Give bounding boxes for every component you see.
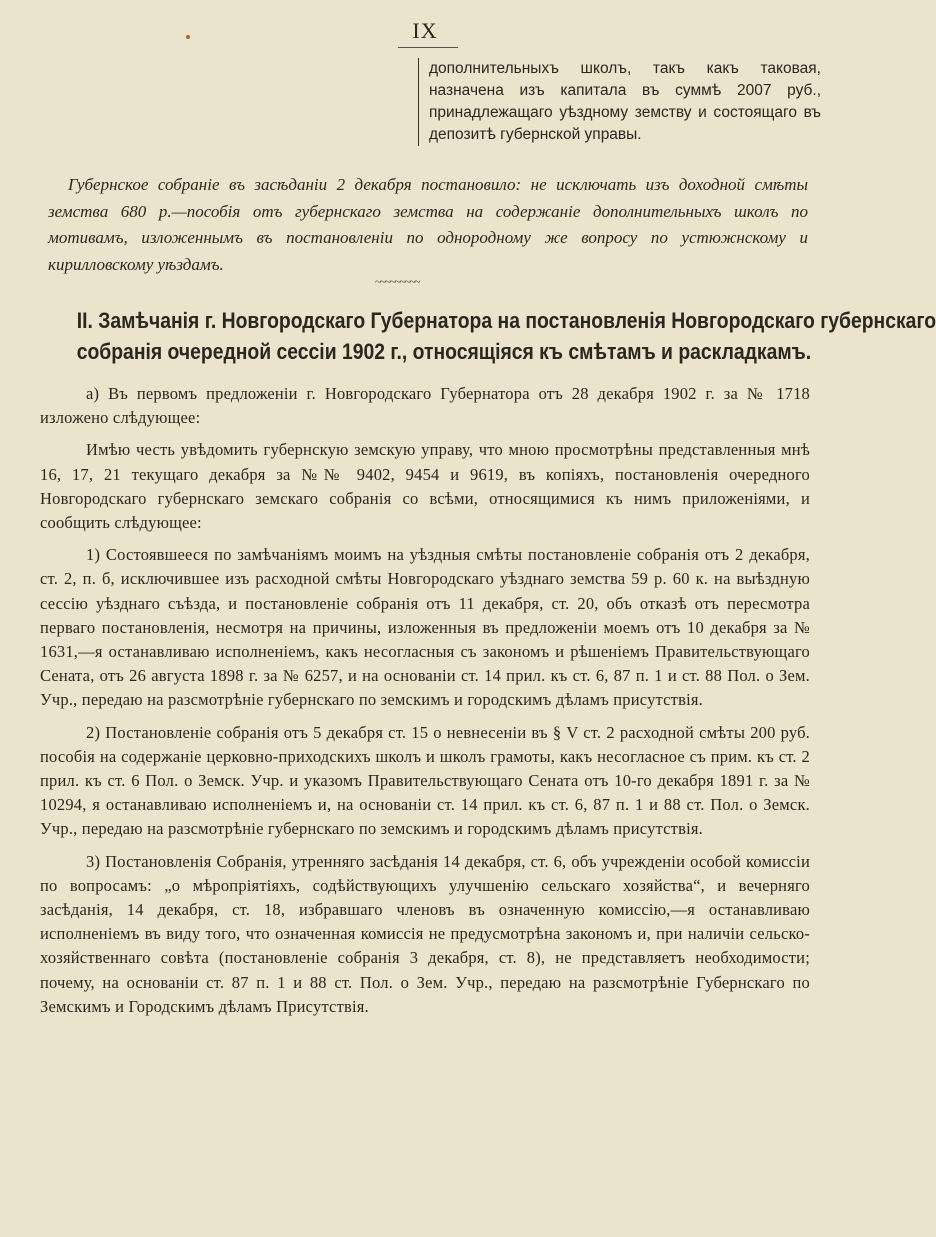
section-heading bbox=[76, 305, 936, 367]
paragraph-notice: Имѣю честь увѣдомить губернскую земскую управу, что мною просмотрѣны представленныя мнѣ 16, 17, 21 текущаго декабря за №№ 9402, 9454 и 9619, въ копіяхъ, постановленія очередного Новгородскаго губернскаго земскаго собранія со всѣми, относящимися къ нимъ приложеніями, и сообщить слѣдующее: bbox=[40, 440, 810, 533]
page-number: IX bbox=[412, 18, 438, 43]
resolution-note: Губернское собраніе въ засѣданіи 2 декабря постановило: не исключать изъ доходной смѣты земства 680 р.—пособія отъ губернскаго земства на содержаніе дополнительныхъ школъ по мотивамъ, изложеннымъ въ постановленіи по однородному же вопросу по устюжнскому и кирилловскому уѣздамъ. bbox=[48, 175, 808, 274]
section-heading-line-1: II. Замѣчанія г. Новгородскаго Губернатора на постановленія Новгородскаго губернскаго bbox=[76, 308, 936, 333]
body-text bbox=[40, 382, 810, 1027]
paragraph-item-2: 2) Постановленіе собранія отъ 5 декабря ст. 15 о невнесеніи въ § V ст. 2 расходной смѣты 200 руб. пособія на содержаніе церковно-приходскихъ школъ и школъ грамоты, какъ несогласное съ прим. къ ст. 2 прил. къ ст. 6 Пол. о Земск. Учр. и указомъ Правительствующаго Сената отъ 10-го декабря 1891 г. за № 10294, я останавливаю исполненіемъ и, на основаніи ст. 14 прил. къ ст. 6, 87 п. 1 и 88 ст. Пол. о Земск. Учр., передаю на разсмотрѣніе губернскаго по земскимъ и городскимъ дѣламъ присутствія. bbox=[40, 722, 810, 839]
section-heading-line-2: собранія очередной сессіи 1902 г., относящіяся къ смѣтамъ и раскладкамъ. bbox=[76, 339, 812, 364]
continuation-column: дополнительныхъ школъ, такъ какъ таковая, назначена изъ капитала въ суммѣ 2007 руб., принадлежащаго уѣздному земству и состоящаго въ депозитѣ губернской управы. bbox=[418, 58, 821, 146]
ink-dot bbox=[186, 35, 190, 39]
paragraph-intro: а) Въ первомъ предложеніи г. Новгородскаго Губернатора отъ 28 декабря 1902 г. за № 1718 изложено слѣдующее: bbox=[40, 384, 810, 428]
header-rule bbox=[398, 47, 458, 48]
section-divider: ~~~~~~~~~ bbox=[375, 276, 420, 288]
paragraph-item-3: 3) Постановленія Собранія, утренняго засѣданія 14 декабря, ст. 6, объ учрежденіи особой комиссіи по вопросамъ: „о мѣропріятіяхъ, содѣйствующихъ улучшенію сельскаго хозяйства“, и вечерняго засѣданія, 14 декабря, ст. 18, избравшаго членовъ въ означенную комиссію,—я останавливаю исполненіемъ въ виду того, что означенная комиссія не предусмотрѣна закономъ и, при наличіи сельско-хозяйственнаго совѣта (постановленіе собранія 3 декабря, ст. 8), не представляетъ необходимости; почему, на основаніи ст. 87 п. 1 и 88 ст. Пол. о Зем. Учр., передаю на разсмотрѣніе Губернскаго по Земскимъ и Городскимъ дѣламъ Присутствія. bbox=[40, 851, 810, 1016]
paragraph-item-1: 1) Состоявшееся по замѣчаніямъ моимъ на уѣздныя смѣты постановленіе собранія отъ 2 декабря, ст. 2, п. б, исключившее изъ расходной смѣты Новгородскаго уѣзднаго земства 59 р. 60 к. на выѣздную сессію уѣзднаго съѣзда, и постановленіе собранія отъ 11 декабря, ст. 20, объ отказѣ отъ пересмотра перваго постановленія, несмотря на причины, изложенныя въ предложеніи моемъ отъ 10 декабря за № 1631,—я останавливаю исполненіемъ, какъ несогласныя съ закономъ и рѣшеніемъ Правительствующаго Сената, отъ 26 августа 1898 г. за № 6257, и на основаніи ст. 14 прил. къ ст. 6, 87 п. 1 и ст. 88 Пол. о Зем. Учр., передаю на разсмотрѣніе губернскаго по земскимъ и городскимъ дѣламъ присутствія. bbox=[40, 545, 810, 710]
